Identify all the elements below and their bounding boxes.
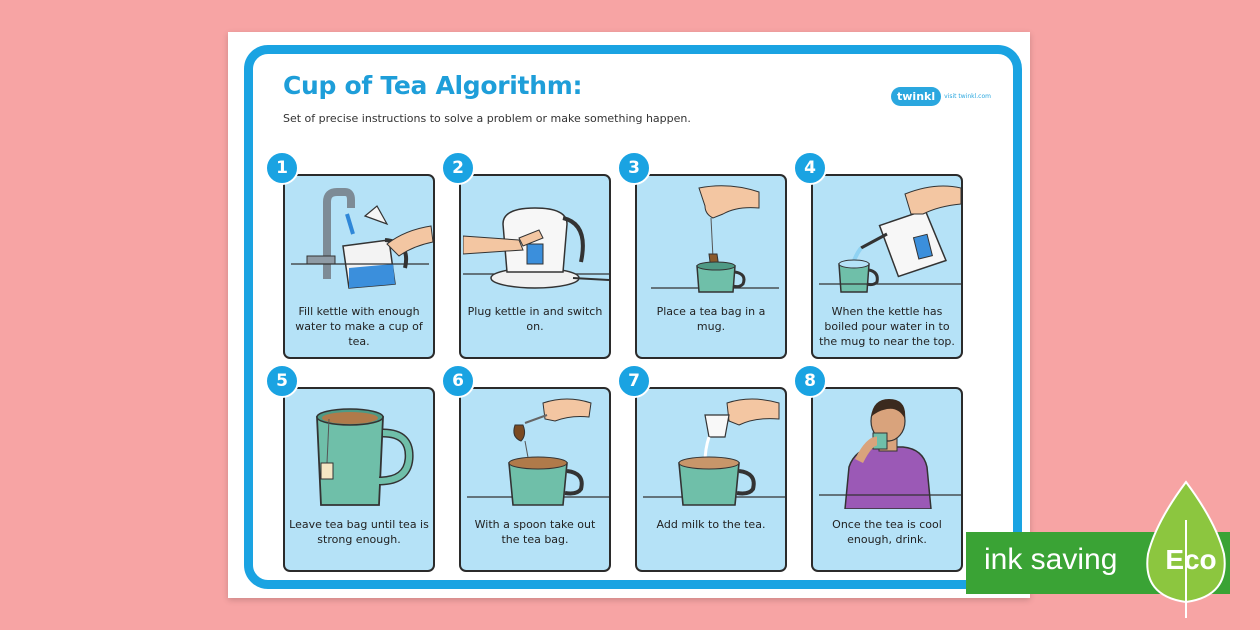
- page-title: Cup of Tea Algorithm:: [283, 71, 583, 100]
- step-6: [441, 364, 597, 554]
- step-card: [283, 174, 435, 359]
- step-2: [441, 151, 603, 341]
- worksheet-frame: [244, 45, 1022, 589]
- step-number-badge: 8: [793, 364, 827, 398]
- step-caption: Add milk to the tea.: [656, 518, 766, 531]
- plugged-kettle-icon: [463, 184, 609, 296]
- step-caption: With a spoon take out the tea bag.: [474, 518, 596, 546]
- eco-label: Eco: [1165, 544, 1217, 575]
- twinkl-logo: [891, 87, 991, 106]
- step-number-badge: 5: [265, 364, 299, 398]
- step-card: [811, 387, 963, 572]
- step-4: [793, 151, 955, 348]
- step-card: [635, 387, 787, 572]
- step-number-badge: 1: [265, 151, 299, 185]
- step-number-badge: 4: [793, 151, 827, 185]
- logo-text: twinkl: [891, 87, 941, 106]
- step-caption: Place a tea bag in a mug.: [656, 305, 766, 333]
- step-number-badge: 3: [617, 151, 651, 185]
- step-card: [811, 174, 963, 359]
- step-number-badge: 7: [617, 364, 651, 398]
- person-drinking-icon: [815, 397, 961, 509]
- step-caption: Fill kettle with enough water to make a cup of tea.: [295, 305, 423, 348]
- step-number-badge: 2: [441, 151, 475, 185]
- step-card: [459, 387, 611, 572]
- spoon-removing-teabag-icon: [463, 397, 609, 509]
- ink-saving-label: ink saving: [984, 543, 1118, 576]
- page-subtitle: Set of precise instructions to solve a problem or make something happen.: [283, 112, 691, 125]
- step-card: [283, 387, 435, 572]
- step-caption: Once the tea is cool enough, drink.: [832, 518, 942, 546]
- step-caption: Plug kettle in and switch on.: [467, 305, 603, 333]
- step-caption: Leave tea bag until tea is strong enough.: [289, 518, 429, 546]
- step-card: [459, 174, 611, 359]
- step-5: [265, 364, 429, 554]
- step-8: [793, 364, 949, 554]
- milk-jug-pouring-icon: [639, 397, 785, 509]
- step-number-badge: 6: [441, 364, 475, 398]
- teabag-into-mug-icon: [639, 184, 785, 296]
- tap-kettle-icon: [287, 184, 433, 296]
- worksheet: [228, 32, 1030, 598]
- logo-url: visit twinkl.com: [944, 93, 991, 100]
- step-card: [635, 174, 787, 359]
- mug-with-teabag-icon: [287, 397, 433, 509]
- step-1: [265, 151, 423, 348]
- step-3: [617, 151, 773, 341]
- pouring-kettle-icon: [815, 184, 961, 296]
- step-caption: When the kettle has boiled pour water in to the mug to near the top.: [819, 305, 955, 348]
- step-7: [617, 364, 773, 554]
